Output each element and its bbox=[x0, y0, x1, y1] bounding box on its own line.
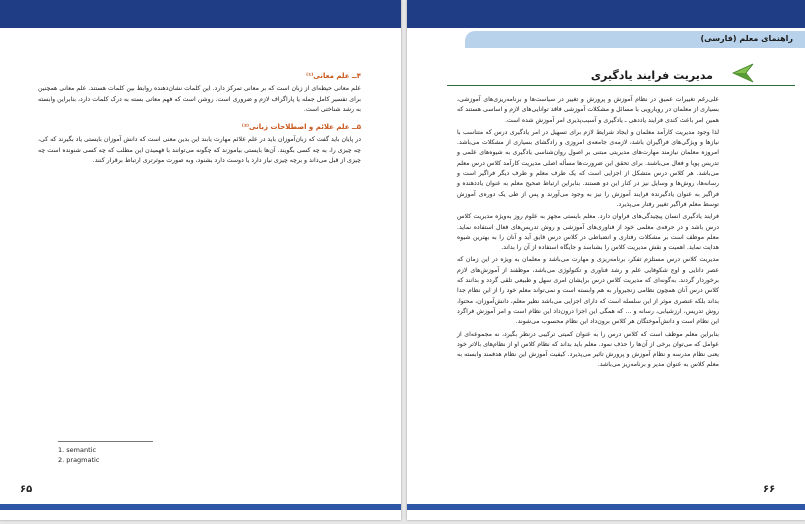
page-number-right: ۶۶ bbox=[763, 484, 776, 495]
section-heading-semantics: ۴ــ علم معانی⁽¹⁾ bbox=[306, 72, 361, 80]
paragraph: فرایند یادگیری انسان پیچیدگی‌های فراوان دارد. معلم بایستی مجهز به علوم روز به‌ویژه مدیریت کلاس درس باشد و در حرفه‌ی معلمی خود از فناوری‌های آموزشی و روش تدریس‌های فعال استفاده نماید. معلم موظف است بر مشکلات رفتاری و انضباطی در کلاس درس فایق آید و آنان را به بهترین شیوه هدایت نماید. اهمیت و نقش مدیریت کلاس را بشناسد و جایگاه استفاده از آن را بداند. bbox=[457, 213, 719, 252]
paragraph: علی‌رغم تغییرات عمیق در نظام آموزش و پرورش و تغییر در سیاست‌ها و برنامه‌ریزی‌های آموزشی، بسیاری از معلمان در رویارویی با مسائل و مشکلات آموزشی فاقد توانایی‌های لازم و اساسی هستند که همین امر باعث کندی فرایند یاددهی ـ یادگیری و آسیب‌پذیری امر آموزش شده است. bbox=[457, 96, 719, 124]
top-band bbox=[0, 0, 401, 28]
left-page bbox=[0, 0, 401, 520]
section-title: مدیریت فرایند یادگیری bbox=[590, 69, 713, 82]
right-page-body bbox=[457, 95, 719, 373]
right-page bbox=[407, 0, 805, 520]
arrow-icon bbox=[731, 61, 755, 85]
left-page-body bbox=[38, 71, 361, 173]
footnote-1: 1. semantic bbox=[58, 446, 97, 454]
top-band bbox=[407, 0, 805, 28]
section-heading-pragmatics: ۵ــ علم علائم و اصطلاحات زبانی⁽²⁾ bbox=[241, 123, 361, 132]
section-text-semantics: علم معانی حیطه‌ای از زبان است که بر معانی تمرکز دارد. این کلمات نشان‌دهنده روابط بین کلمات هستند. علم معانی همچنین برای تفسیر کامل جمله یا پاراگراف لازم و ضروری است. روشن است که فهم معانی بسته به درک کلمات دارد، بنابراین وابسته به رشد شناختی است. bbox=[38, 85, 361, 113]
page-number-left: ۶۵ bbox=[20, 484, 33, 495]
bottom-band bbox=[0, 504, 401, 510]
paragraph: لذا وجود مدیریت کارآمد معلمان و ایجاد شرایط لازم برای تسهیل در امر یادگیری درس که متناسب با نیازها و ویژگی‌های فراگیران باشد، لازمه‌ی جامعه‌ی امروزی و رادگشای بسیاری از مشکلات می‌باشد. امروزه معلمان نیازمند مهارت‌های مدیریتی مبتنی بر اصول روان‌شناسی یادگیری به شیوه‌های علمی و تدریس پویا و فعال می‌باشند. برای تحقق این ضرورت‌ها مسأله اصلی مدیریت کارآمد کلاس درس معلم می‌باشد. هر کلاس درس متشکل از اجزایی است که یک طرف معلم و طرف دیگر فراگیر است و رسانه‌ها، روش‌ها و وسایل نیز در کنار این دو هستند. بنابراین ارتباط صحیح معلم به عنوان یاددهنده و فراگیر به عنوان یادگیرنده فرایند آموزش را نیز به وجود می‌آورند و پس از طی یک دوره‌ی آموزش توسط معلم فراگیر تغییر رفتار می‌پذیرد. bbox=[457, 128, 719, 208]
paragraph: مدیریت کلاس درس مستلزم تفکر، برنامه‌ریزی و مهارت می‌باشد و معلمان به ویژه در این زمان که عصر دانایی و اوج شکوفایی علم و رشد فناوری و تکنولوژی می‌باشد، موظفند از آموزش‌های لازم برخوردار گردند. به‌گونه‌ای که مدیریت کلاس درس برایشان امری سهل و طبیعی تلقی گردد و بدانند که کلاس درس آنان همچون نظامی زنجیروار به هم وابسته است و نمی‌تواند معلم خود را از این نظام جدا بداند بلکه عنصری موثر از این سلسله است که دارای اجزایی می‌باشد نظیر معلم، دانش‌آموزان، محتوا، روش تدریس، ارزشیابی، رسانه و ... که همگی این اجزا درون‌داد این نظام است و امر آموزش فراگرد این نظام است و دانش‌آموختگان هر کلاس برون‌داد این نظام محسوب می‌شوند. bbox=[457, 256, 719, 326]
section-rule bbox=[447, 85, 795, 86]
section-text-pragmatics: در پایان باید گفت که زبان‌آموزان باید در علم علائم مهارت یابند این بدین معنی است که دانش آموزان بایستی یاد بگیرند که کی، چه چیزی را، به چه کسی بگویند. آن‌ها بایستی بیاموزند که چگونه می‌توانند با فهمیدن این مطلب که چه کسی شنونده است چه چیزی از قبل می‌داند و برچه چیزی نیاز دارد یا دوست دارد بشنود، وبه صورت موثرتری ارتباط برقرار کنند. bbox=[38, 136, 361, 165]
footnote-divider bbox=[58, 441, 153, 442]
running-header: راهنمای معلم (فارسی) bbox=[700, 34, 793, 43]
paragraph: بنابراین معلم موظف است که کلاس درس را به عنوان کمیتی ترکیبی درنظر بگیرد، نه مجموعه‌ای از عوامل که می‌توان برخی از آن‌ها را حذف نمود. معلم باید بداند که نظام کلاس او از نظام‌های بالاتر خود یعنی نظام مدرسه و نظام آموزش و پرورش تاثیر می‌پذیرد. کیفیت آموزش این نظام هدفمند وابسته به معلم کلاس به عنوان مدیر و برنامه‌ریز می‌باشد. bbox=[457, 330, 719, 369]
footnotes bbox=[58, 445, 99, 465]
footnote-2: 2. pragmatic bbox=[58, 456, 100, 464]
bottom-band bbox=[407, 504, 805, 510]
